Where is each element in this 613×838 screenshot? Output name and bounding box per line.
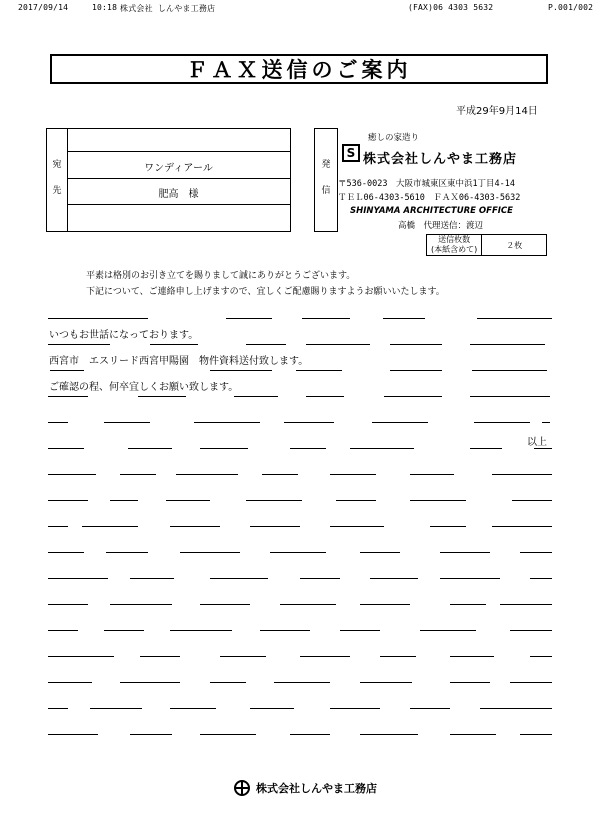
fax-sender: 株式会社 しんやま工務店: [120, 4, 216, 13]
rule-segment: [166, 500, 210, 501]
intro-line-2: 下記について、ご連絡申し上げますので、宜しくご配慮賜りますようお願いいたします。: [86, 287, 445, 297]
rule-segment: [350, 448, 414, 449]
rule-segment: [48, 448, 84, 449]
message-line-2: 西宮市 エスリード西宮甲陽園 物件資料送付致します。: [49, 356, 309, 367]
rule-segment: [477, 318, 552, 319]
rule-segment: [410, 500, 466, 501]
rule-segment: [492, 474, 552, 475]
rule-segment: [138, 396, 186, 397]
rule-segment: [410, 708, 450, 709]
recipient-person: 肥高 様: [158, 189, 199, 200]
pages-label-cell: [427, 235, 482, 256]
sender-label-column: [314, 128, 338, 232]
rule-segment: [480, 708, 552, 709]
rule-segment: [90, 708, 142, 709]
pages-sublabel: (本紙含めて): [431, 245, 478, 254]
rule-segment: [200, 604, 250, 605]
rule-segment: [440, 578, 500, 579]
fax-time: 10:18: [92, 3, 118, 12]
rule-segment: [492, 526, 552, 527]
rule-segment: [210, 682, 246, 683]
rule-segment: [140, 656, 180, 657]
rule-segment: [200, 448, 248, 449]
rule-segment: [48, 344, 110, 345]
rule-segment: [430, 526, 466, 527]
rule-segment: [474, 422, 530, 423]
sender-label-bottom: 信: [321, 186, 331, 196]
rule-segment: [330, 474, 376, 475]
fax-date: 2017/09/14: [18, 3, 69, 12]
rule-segment: [106, 552, 148, 553]
recipient-rule-2: [67, 178, 290, 179]
sender-company: 株式会社しんやま工務店: [363, 152, 518, 167]
rule-segment: [296, 370, 342, 371]
message-line-1: いつもお世話になっております。: [49, 330, 199, 341]
rule-segment: [48, 604, 88, 605]
rule-segment: [470, 448, 502, 449]
rule-segment: [120, 474, 156, 475]
rule-segment: [48, 734, 98, 735]
rule-segment: [450, 604, 486, 605]
rule-segment: [128, 448, 172, 449]
rule-segment: [48, 396, 88, 397]
rule-segment: [512, 500, 552, 501]
rule-segment: [470, 396, 550, 397]
message-line-3: ご確認の程、何卒宜しくお願い致します。: [49, 382, 239, 393]
rule-segment: [420, 630, 476, 631]
rule-segment: [82, 526, 138, 527]
pages-value: ２枚: [482, 235, 547, 256]
rule-segment: [306, 344, 370, 345]
rule-segment: [246, 500, 302, 501]
rule-segment: [246, 344, 286, 345]
logo-icon: S: [342, 144, 360, 162]
rule-segment: [510, 682, 552, 683]
rule-segment: [440, 552, 490, 553]
rule-segment: [270, 552, 326, 553]
rule-segment: [383, 318, 425, 319]
recipient-company: ワンディアール: [144, 163, 213, 174]
rule-segment: [470, 344, 545, 345]
sender-english-name: SHINYAMA ARCHITECTURE OFFICE: [350, 206, 513, 216]
rule-segment: [510, 630, 552, 631]
rule-segment: [472, 370, 547, 371]
rule-segment: [500, 604, 552, 605]
rule-segment: [534, 448, 552, 449]
rule-segment: [180, 552, 240, 553]
recipient-label-top: 宛: [52, 160, 62, 170]
document-title: ＦＡＸ送信のご案内: [50, 54, 548, 84]
rule-segment: [130, 578, 174, 579]
rule-segment: [450, 734, 496, 735]
rule-segment: [336, 500, 376, 501]
rule-segment: [48, 500, 88, 501]
rule-segment: [234, 396, 278, 397]
rule-segment: [48, 474, 96, 475]
rule-segment: [210, 370, 272, 371]
rule-segment: [290, 734, 330, 735]
rule-segment: [50, 370, 84, 371]
rule-segment: [260, 630, 310, 631]
rule-segment: [284, 422, 334, 423]
fax-page-number: P.001/002: [548, 3, 594, 12]
rule-segment: [48, 318, 148, 319]
rule-segment: [150, 344, 198, 345]
rule-segment: [226, 318, 272, 319]
rule-segment: [110, 500, 138, 501]
rule-segment: [170, 630, 232, 631]
recipient-box: [46, 128, 291, 232]
document-date: 平成29年9月14日: [456, 106, 538, 117]
rule-segment: [250, 708, 294, 709]
rule-segment: [48, 578, 108, 579]
rule-segment: [330, 526, 384, 527]
rule-segment: [530, 656, 552, 657]
rule-segment: [530, 578, 552, 579]
rule-segment: [300, 578, 340, 579]
rule-segment: [104, 422, 150, 423]
rule-segment: [290, 448, 326, 449]
rule-segment: [360, 734, 418, 735]
rule-segment: [120, 682, 180, 683]
intro-line-1: 平素は格別のお引き立てを賜りまして誠にありがとうございます。: [86, 271, 356, 281]
rule-segment: [104, 630, 144, 631]
rule-segment: [306, 396, 344, 397]
rule-segment: [130, 734, 172, 735]
sender-tagline: 癒しの家造り: [368, 133, 420, 143]
recipient-label-column: [47, 129, 68, 231]
rule-segment: [48, 630, 78, 631]
rule-segment: [194, 422, 260, 423]
rule-segment: [210, 578, 268, 579]
rule-segment: [360, 682, 412, 683]
rule-segment: [48, 682, 92, 683]
pages-table: [426, 234, 547, 256]
rule-segment: [302, 318, 350, 319]
rule-segment: [450, 682, 490, 683]
rule-segment: [372, 422, 428, 423]
rule-segment: [450, 656, 494, 657]
sender-contact: 高橋 代理送信：渡辺: [398, 221, 484, 231]
rule-segment: [48, 552, 84, 553]
fax-number: (FAX)06 4303 5632: [408, 3, 494, 12]
rule-segment: [520, 734, 552, 735]
rule-segment: [250, 526, 300, 527]
rule-segment: [274, 682, 330, 683]
recipient-rule-1: [67, 151, 290, 152]
rule-segment: [220, 656, 266, 657]
footer-logo-icon: [234, 780, 250, 796]
sender-label-top: 発: [321, 160, 331, 170]
rule-segment: [110, 604, 172, 605]
rule-segment: [542, 422, 550, 423]
rule-segment: [280, 604, 336, 605]
message-closing: 以上: [527, 437, 547, 448]
recipient-rule-3: [67, 204, 290, 205]
rule-segment: [360, 604, 410, 605]
footer-company: 株式会社しんやま工務店: [256, 782, 377, 795]
rule-segment: [390, 370, 442, 371]
rule-segment: [48, 526, 68, 527]
rule-segment: [384, 396, 442, 397]
rule-segment: [390, 344, 442, 345]
rule-segment: [170, 708, 216, 709]
rule-segment: [360, 552, 400, 553]
rule-segment: [262, 474, 298, 475]
rule-segment: [48, 422, 68, 423]
rule-segment: [340, 630, 380, 631]
rule-segment: [410, 474, 454, 475]
pages-label: 送信枚数: [438, 235, 471, 244]
sender-address: 〒536-0023 大阪市城東区東中浜1丁目4-14: [338, 179, 516, 189]
rule-segment: [370, 578, 418, 579]
rule-segment: [176, 474, 238, 475]
sender-tel-fax: ＴＥＬ06-4303-5610 ＦＡＸ06-4303-5632: [338, 193, 521, 203]
rule-segment: [330, 708, 380, 709]
rule-segment: [200, 734, 256, 735]
rule-segment: [170, 526, 220, 527]
rule-segment: [520, 552, 552, 553]
rule-segment: [300, 656, 350, 657]
rule-segment: [48, 708, 68, 709]
rule-segment: [48, 656, 114, 657]
rule-segment: [380, 656, 416, 657]
recipient-label-bottom: 先: [52, 186, 62, 196]
